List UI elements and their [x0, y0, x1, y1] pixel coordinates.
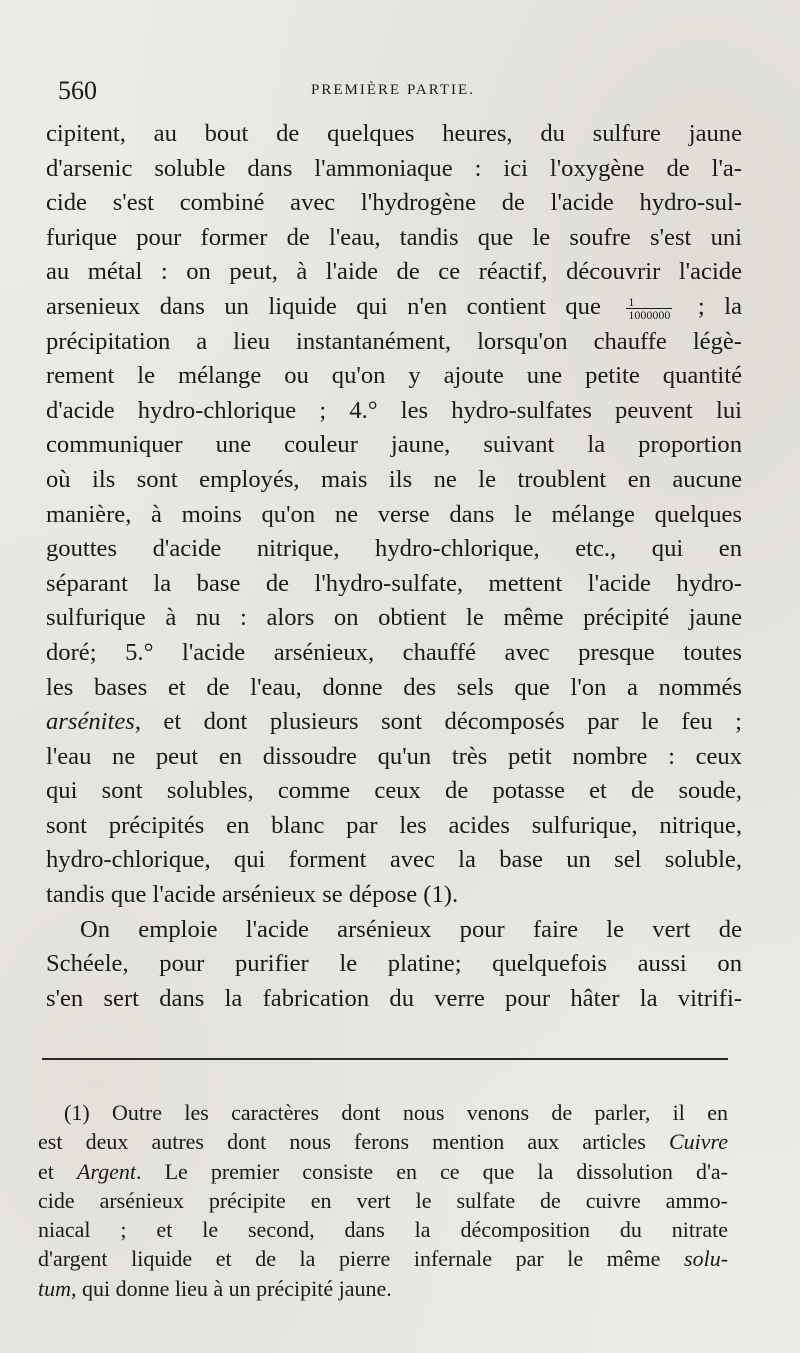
- italic-term: tum: [38, 1275, 71, 1301]
- text-line: Schéele, pour purifier le platine; quelquefois aussi on: [46, 950, 742, 978]
- italic-term: arsénites: [46, 708, 135, 736]
- footnote-line: [38, 1157, 728, 1186]
- text-line-with-fraction: [46, 290, 742, 325]
- footnote-line: niacal ; et le second, dans la décomposition du nitrate: [38, 1217, 728, 1243]
- text-line: sont précipités en blanc par les acides sulfurique, nitrique,: [46, 811, 742, 839]
- italic-term: Cuivre: [668, 1129, 729, 1155]
- footnote-divider: [42, 1058, 728, 1060]
- text-line: qui sont solubles, comme ceux de potasse et de soude,: [46, 777, 742, 805]
- text-line-with-italic: [46, 705, 742, 740]
- page-number: 560: [58, 76, 97, 105]
- text-segment: , qui donne lieu à un précipité jaune.: [71, 1275, 392, 1301]
- fraction: [626, 296, 672, 321]
- text-line: hydro-chlorique, qui forment avec la base un sel soluble,: [46, 846, 742, 874]
- text-segment: d'argent liquide et de la pierre infernale par le même: [38, 1246, 661, 1272]
- text-line: gouttes d'acide nitrique, hydro-chlorique, etc., qui en: [46, 535, 742, 563]
- text-line: doré; 5.° l'acide arsénieux, chauffé avec presque toutes: [46, 638, 742, 666]
- footnote: [38, 1098, 728, 1303]
- text-segment: ; la: [697, 292, 742, 320]
- text-line: manière, à moins qu'on ne verse dans le mélange quelques: [46, 500, 742, 528]
- text-line: sulfurique à nu : alors on obtient le même précipité jaune: [46, 604, 742, 632]
- text-line: communiquer une couleur jaune, suivant la proportion: [46, 431, 742, 459]
- fraction-denominator: 1000000: [628, 307, 671, 322]
- text-line: s'en sert dans la fabrication du verre pour hâter la vitrifi-: [46, 984, 742, 1012]
- footnote-line: [38, 1244, 728, 1273]
- body-text: [46, 117, 742, 1016]
- text-segment: , et dont plusieurs sont décomposés par le feu ;: [134, 708, 742, 736]
- text-segment: est deux autres dont nous ferons mention aux articles: [38, 1129, 646, 1155]
- text-line: cide s'est combiné avec l'hydrogène de l'acide hydro-sul-: [46, 189, 742, 217]
- text-line: On emploie l'acide arsénieux pour faire le vert de: [80, 915, 742, 943]
- text-line: furique pour former de l'eau, tandis que le soufre s'est uni: [46, 223, 742, 251]
- text-line: rement le mélange ou qu'on y ajoute une petite quantité: [46, 362, 742, 390]
- footnote-line: [38, 1274, 728, 1303]
- footnote-line: cide arsénieux précipite en vert le sulfate de cuivre ammo-: [38, 1187, 728, 1213]
- text-line: séparant la base de l'hydro-sulfate, mettent l'acide hydro-: [46, 569, 742, 597]
- text-line: cipitent, au bout de quelques heures, du sulfure jaune: [46, 120, 742, 147]
- text-segment: et: [38, 1158, 54, 1184]
- running-title: PREMIÈRE PARTIE.: [311, 82, 475, 98]
- text-segment: . Le premier consiste en ce que la dissolution d'a-: [136, 1158, 729, 1184]
- text-segment: arsenieux dans un liquide qui n'en contient que: [46, 292, 601, 320]
- text-line: l'eau ne peut en dissoudre qu'un très petit nombre : ceux: [46, 742, 742, 770]
- italic-term: solu-: [684, 1246, 729, 1272]
- text-line: d'acide hydro-chlorique ; 4.° les hydro-sulfates peuvent lui: [46, 396, 742, 424]
- text-line: au métal : on peut, à l'aide de ce réactif, découvrir l'acide: [46, 258, 742, 286]
- footnote-line: [38, 1127, 728, 1156]
- text-line: où ils sont employés, mais ils ne le troublent en aucune: [46, 465, 742, 493]
- italic-term: Argent: [76, 1158, 137, 1184]
- text-line: les bases et de l'eau, donne des sels que l'on a nommés: [46, 673, 742, 701]
- fraction-numerator: 1: [626, 296, 672, 309]
- text-line: tandis que l'acide arsénieux se dépose (1).: [46, 881, 459, 909]
- text-line: précipitation a lieu instantanément, lorsqu'on chauffe légè-: [46, 327, 742, 355]
- footnote-line: (1) Outre les caractères dont nous venons de parler, il en: [64, 1100, 728, 1125]
- page-header: [58, 76, 728, 108]
- text-line: d'arsenic soluble dans l'ammoniaque : ici l'oxygène de l'a-: [46, 154, 742, 182]
